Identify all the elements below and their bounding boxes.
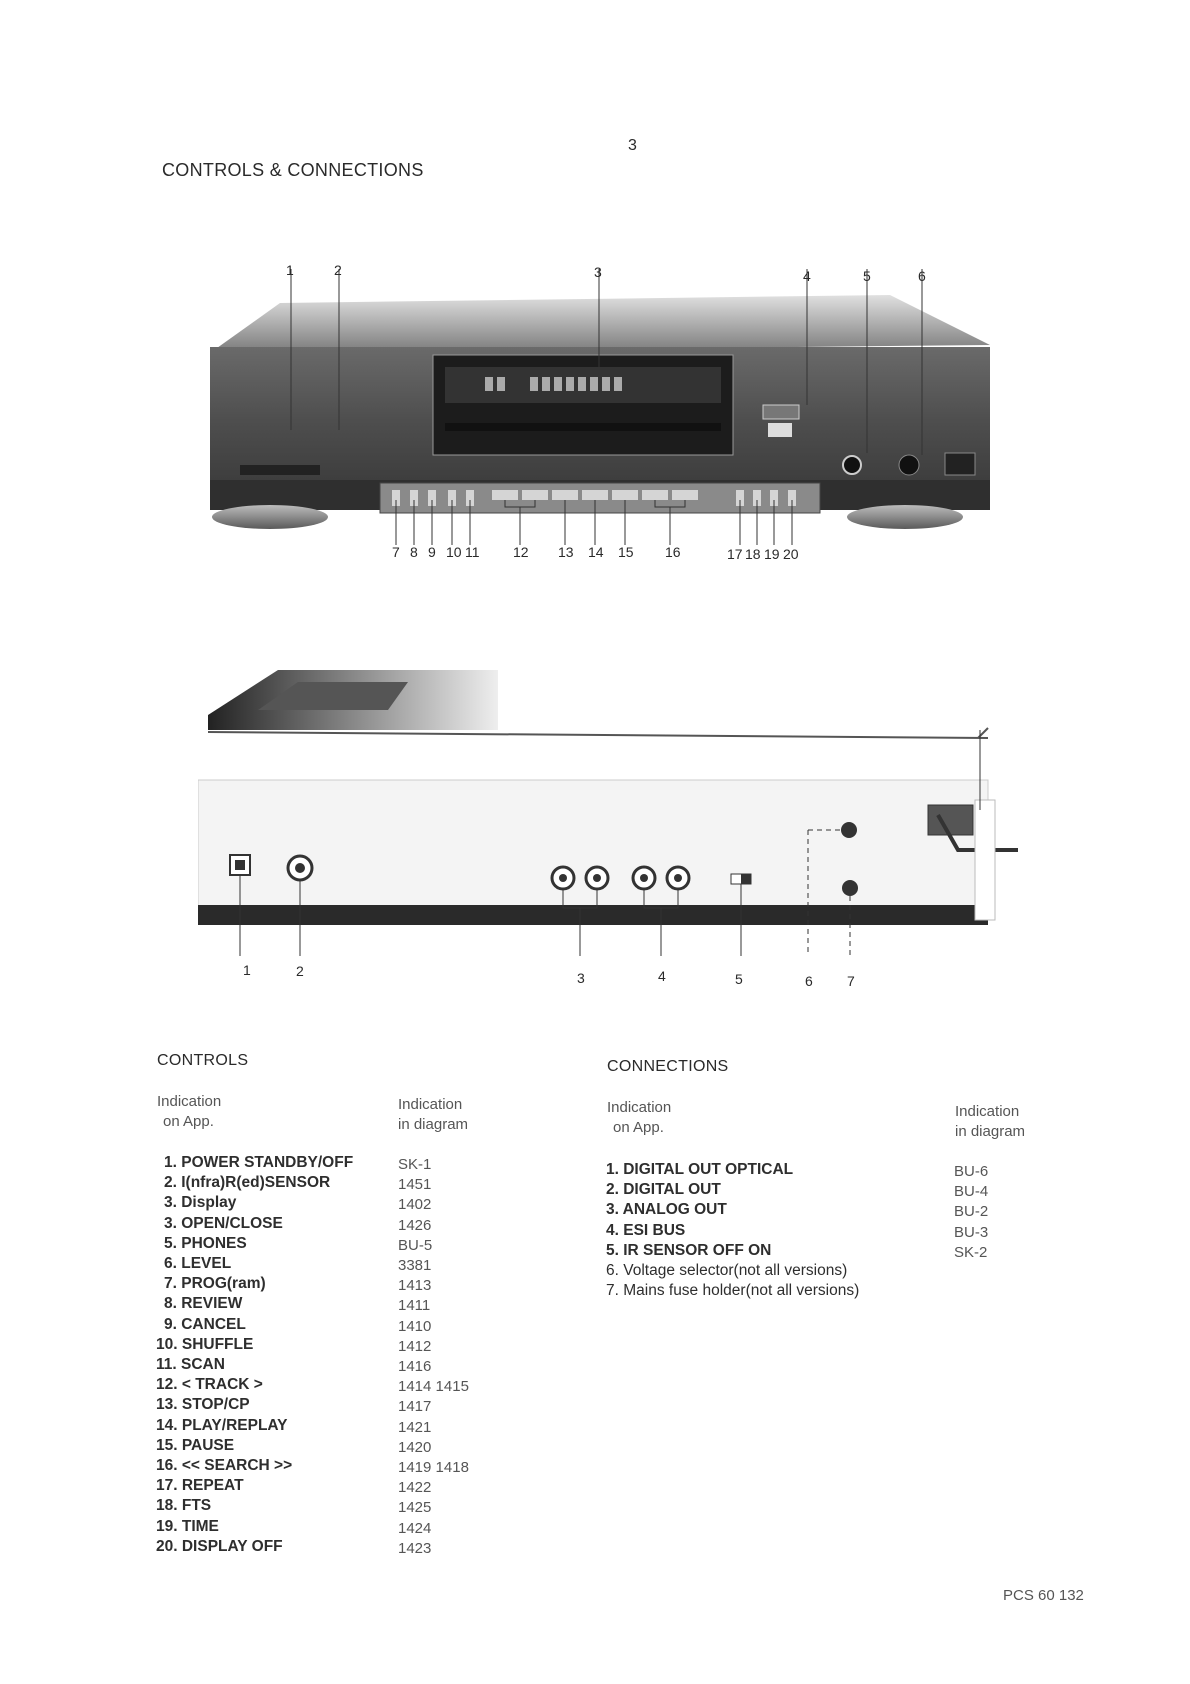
control-code: 1402 [398, 1196, 432, 1214]
control-item: 18. FTS [156, 1497, 212, 1515]
front-callout-17: 17 [727, 546, 743, 562]
control-code: 1417 [398, 1398, 432, 1416]
control-code: 1411 [398, 1297, 431, 1315]
front-callout-2: 2 [334, 262, 342, 278]
control-item: 6. LEVEL [164, 1255, 232, 1273]
control-code: 1412 [398, 1337, 432, 1355]
rear-callout-6: 6 [805, 973, 813, 989]
connections-header-app-line2: on App. [613, 1119, 664, 1136]
control-item: 19. TIME [156, 1517, 219, 1535]
front-callout-12: 12 [513, 544, 529, 560]
control-code: 1410 [398, 1317, 432, 1335]
rear-callout-4: 4 [658, 968, 666, 984]
controls-codes [398, 1155, 498, 1559]
controls-header-diag-line1: Indication [398, 1096, 463, 1113]
rear-callout-1: 1 [243, 962, 251, 978]
control-item: 9. CANCEL [164, 1315, 246, 1333]
document-code: PCS 60 132 [1003, 1587, 1084, 1604]
front-callout-5: 5 [863, 268, 871, 284]
connection-item: 2. DIGITAL OUT [606, 1181, 721, 1199]
control-code: 3381 [398, 1257, 432, 1275]
control-item: 14. PLAY/REPLAY [156, 1416, 288, 1434]
control-code: SK-1 [398, 1156, 432, 1173]
front-callout-16: 16 [665, 544, 681, 560]
control-item: 11. SCAN [156, 1356, 225, 1374]
front-callout-1: 1 [286, 262, 294, 278]
control-code: 1422 [398, 1479, 432, 1497]
control-code: 1414 1415 [398, 1378, 469, 1396]
rear-callout-2: 2 [296, 963, 304, 979]
rear-panel-illustration [198, 660, 1028, 970]
control-code: 1451 [398, 1176, 432, 1194]
front-callout-20: 20 [783, 546, 799, 562]
control-item: 12. < TRACK > [156, 1376, 263, 1394]
control-code: 1421 [398, 1418, 432, 1436]
control-item: 3. OPEN/CLOSE [164, 1214, 283, 1232]
control-item: 15. PAUSE [156, 1436, 235, 1454]
rear-callout-7: 7 [847, 973, 855, 989]
front-callout-3: 3 [594, 264, 602, 280]
connection-code: BU-2 [954, 1203, 989, 1221]
front-callout-4: 4 [803, 268, 811, 284]
control-code: 1413 [398, 1277, 432, 1295]
front-callout-15: 15 [618, 544, 634, 560]
connections-header-diag-line1: Indication [955, 1103, 1020, 1120]
connection-item: 4. ESI BUS [606, 1221, 686, 1239]
control-code: 1424 [398, 1519, 432, 1537]
front-callout-10: 10 [446, 544, 462, 560]
front-callout-13: 13 [558, 544, 574, 560]
control-item: 1. POWER STANDBY/OFF [164, 1154, 354, 1171]
controls-header-app-line1: Indication [157, 1093, 222, 1110]
control-code: 1423 [398, 1539, 432, 1557]
front-callout-7: 7 [392, 544, 400, 560]
controls-header-app-line2: on App. [163, 1113, 214, 1130]
front-callout-18: 18 [745, 546, 761, 562]
connection-code: BU-6 [954, 1163, 989, 1180]
controls-header-diag [398, 1095, 468, 1135]
controls-title: CONTROLS [157, 1052, 249, 1069]
front-callout-14: 14 [588, 544, 604, 560]
control-item: 13. STOP/CP [156, 1396, 250, 1414]
control-code: BU-5 [398, 1236, 433, 1254]
connections-header-diag [955, 1102, 1025, 1142]
controls-header-diag-line2: in diagram [398, 1116, 469, 1133]
connections-codes [954, 1162, 1034, 1263]
connections-list [606, 1160, 946, 1301]
control-code: 1416 [398, 1358, 432, 1376]
control-item: 16. << SEARCH >> [156, 1457, 293, 1475]
connections-header-app [607, 1098, 671, 1138]
connection-item: 1. DIGITAL OUT OPTICAL [606, 1161, 794, 1178]
control-item: 20. DISPLAY OFF [156, 1537, 283, 1555]
front-callout-6: 6 [918, 268, 926, 284]
connection-code: SK-2 [954, 1243, 988, 1261]
front-callout-8: 8 [410, 544, 418, 560]
control-code: 1425 [398, 1499, 432, 1517]
control-code: 1426 [398, 1216, 432, 1234]
connection-code: BU-3 [954, 1223, 989, 1241]
connection-item: 5. IR SENSOR OFF ON [606, 1241, 772, 1259]
page-number: 3 [628, 137, 637, 154]
connection-item: 3. ANALOG OUT [606, 1201, 727, 1219]
control-item: 5. PHONES [164, 1234, 247, 1252]
control-item: 8. REVIEW [164, 1295, 243, 1313]
connection-item: 7. Mains fuse holder(not all versions) [606, 1282, 860, 1300]
control-item: 7. PROG(ram) [164, 1275, 266, 1293]
connections-header-diag-line2: in diagram [955, 1123, 1026, 1140]
page-title: CONTROLS & CONNECTIONS [162, 160, 424, 180]
control-code: 1419 1418 [398, 1459, 469, 1477]
front-callout-9: 9 [428, 544, 436, 560]
control-code: 1420 [398, 1438, 432, 1456]
connections-title: CONNECTIONS [607, 1058, 729, 1075]
front-callout-19: 19 [764, 546, 780, 562]
rear-callout-3: 3 [577, 970, 585, 986]
front-panel-illustration [200, 255, 1010, 575]
control-item: 2. I(nfra)R(ed)SENSOR [164, 1174, 331, 1192]
control-item: 3. Display [164, 1194, 237, 1212]
control-item: 10. SHUFFLE [156, 1335, 254, 1353]
connection-item: 6. Voltage selector(not all versions) [606, 1262, 848, 1280]
rear-callout-5: 5 [735, 971, 743, 987]
front-callout-11: 11 [465, 544, 480, 560]
controls-header-app [157, 1092, 221, 1132]
connection-code: BU-4 [954, 1183, 989, 1201]
connections-header-app-line1: Indication [607, 1099, 672, 1116]
control-item: 17. REPEAT [156, 1477, 244, 1495]
controls-list [156, 1153, 396, 1557]
